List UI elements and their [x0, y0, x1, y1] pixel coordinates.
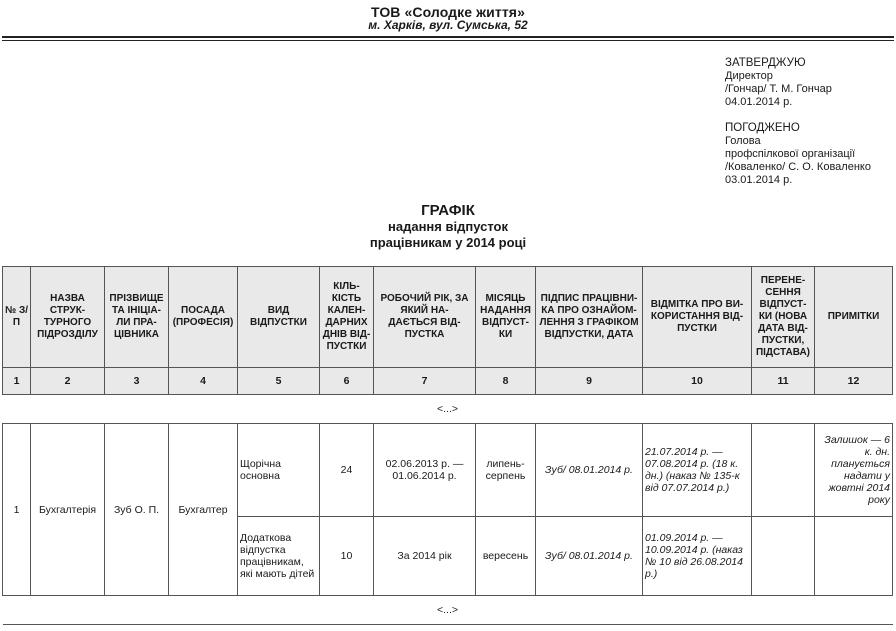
column-number: 2: [31, 368, 105, 395]
leave-month-cell: липень-серпень: [476, 424, 536, 517]
column-number: 12: [815, 368, 893, 395]
title-line3: працівникам у 2014 році: [369, 235, 527, 250]
agreement-position-line2: профспілкової організації: [725, 148, 856, 160]
row-number: 1: [3, 424, 31, 596]
header-cell: КІЛЬ-КІСТЬ КАЛЕН-ДАРНИХ ДНІВ ВІД-ПУСТКИ: [320, 267, 374, 368]
title-line2: надання відпусток: [388, 219, 508, 234]
transfer-cell: [752, 424, 815, 517]
agreement-label: ПОГОДЖЕНО: [725, 122, 800, 134]
ellipsis-text: <...>: [3, 596, 893, 625]
transfer-cell: [752, 517, 815, 596]
agreement-date: 03.01.2014 р.: [725, 174, 793, 186]
position-cell: Бухгалтер: [169, 424, 238, 596]
notes-cell: [815, 517, 893, 596]
employee-signature-cell: Зуб/ 08.01.2014 р.: [536, 517, 643, 596]
leave-month-cell: вересень: [476, 517, 536, 596]
header-cell: № З/П: [3, 267, 31, 368]
column-number: 9: [536, 368, 643, 395]
column-number: 11: [752, 368, 815, 395]
approval-date: 04.01.2014 р.: [725, 96, 793, 108]
header-cell: ПРИМІТКИ: [815, 267, 893, 368]
usage-mark-cell: 21.07.2014 р. — 07.08.2014 р. (18 к. дн.) (наказ № 135-к від 07.07.2014 р.): [643, 424, 752, 517]
header-cell: ПІДПИС ПРАЦІВНИ-КА ПРО ОЗНАЙОМ-ЛЕННЯ З ГРАФІКОМ ВІДПУСТКИ, ДАТА: [536, 267, 643, 368]
approval-label: ЗАТВЕРДЖУЮ: [725, 57, 806, 69]
omitted-rows-marker: [3, 395, 893, 424]
column-number: 1: [3, 368, 31, 395]
column-number: 7: [374, 368, 476, 395]
leave-days-cell: 10: [320, 517, 374, 596]
header-cell: ПЕРЕНЕ-СЕННЯ ВІДПУСТ-КИ (НОВА ДАТА ВІД-ПУСТКИ, ПІДСТАВА): [752, 267, 815, 368]
document-title: [0, 202, 896, 251]
header-cell: ВИД ВІДПУСТКИ: [238, 267, 320, 368]
agreement-block: [725, 122, 871, 187]
work-year-cell: За 2014 рік: [374, 517, 476, 596]
column-number: 5: [238, 368, 320, 395]
omitted-rows-marker: [3, 596, 893, 625]
usage-mark-cell: 01.09.2014 р. — 10.09.2014 р. (наказ № 10 від 26.08.2014 р.): [643, 517, 752, 596]
leave-days-cell: 24: [320, 424, 374, 517]
column-number: 3: [105, 368, 169, 395]
approval-block: [725, 57, 832, 109]
header-cell: ПРІЗВИЩЕ ТА ІНІЦІА-ЛИ ПРА-ЦІВНИКА: [105, 267, 169, 368]
ellipsis-text: <...>: [3, 395, 893, 424]
column-number: 4: [169, 368, 238, 395]
work-year-cell: 02.06.2013 р. — 01.06.2014 р.: [374, 424, 476, 517]
approval-position: Директор: [725, 70, 773, 82]
header-cell: МІСЯЦЬ НАДАННЯ ВІДПУСТ-КИ: [476, 267, 536, 368]
company-address: м. Харків, вул. Сумська, 52: [368, 18, 528, 32]
company-name: ТОВ «Солодке життя»: [371, 4, 525, 20]
header-rule-thick: [2, 36, 894, 38]
leave-type-cell: Щорічна основна: [238, 424, 320, 517]
column-number: 6: [320, 368, 374, 395]
header-cell: ВІДМІТКА ПРО ВИ-КОРИСТАННЯ ВІД-ПУСТКИ: [643, 267, 752, 368]
header-cell: ПОСАДА (ПРОФЕСІЯ): [169, 267, 238, 368]
notes-cell: Залишок — 6 к. дн. планується надати у жовтні 2014 року: [815, 424, 893, 517]
column-number: 10: [643, 368, 752, 395]
agreement-signature: /Коваленко/ С. О. Коваленко: [725, 161, 871, 173]
employee-cell: Зуб О. П.: [105, 424, 169, 596]
table-header-row: [3, 267, 893, 368]
header-cell: РОБОЧИЙ РІК, ЗА ЯКИЙ НА-ДАЄТЬСЯ ВІД-ПУСТКА: [374, 267, 476, 368]
department-cell: Бухгалтерія: [31, 424, 105, 596]
column-number-row: [3, 368, 893, 395]
header-rule-thin: [2, 40, 894, 41]
table-row: [3, 424, 893, 517]
title-line1: ГРАФІК: [421, 202, 475, 219]
vacation-schedule-table: [2, 266, 893, 625]
approval-signature: /Гончар/ Т. М. Гончар: [725, 83, 832, 95]
column-number: 8: [476, 368, 536, 395]
leave-type-cell: Додаткова відпустка працівникам, які мають дітей: [238, 517, 320, 596]
header-cell: НАЗВА СТРУК-ТУРНОГО ПІДРОЗДІЛУ: [31, 267, 105, 368]
agreement-position-line1: Голова: [725, 135, 761, 147]
employee-signature-cell: Зуб/ 08.01.2014 р.: [536, 424, 643, 517]
